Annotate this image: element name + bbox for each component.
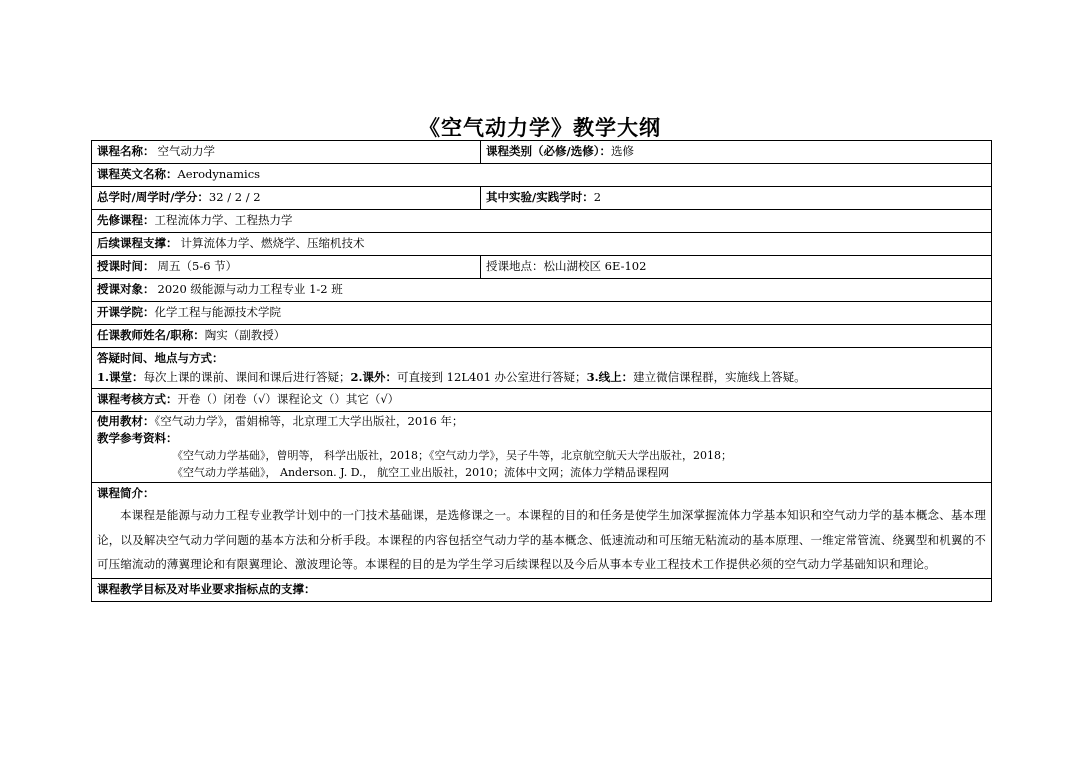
document-title: 《空气动力学》教学大纲 xyxy=(419,115,661,140)
qa-p2-text: 可直接到 12L401 办公室进行答疑； xyxy=(397,370,587,384)
course-name-value: 空气动力学 xyxy=(157,144,215,158)
assessment-cell xyxy=(92,389,992,412)
prereq-label: 先修课程： xyxy=(97,213,155,227)
qa-label: 答疑时间、地点与方式： xyxy=(97,351,224,365)
table-row xyxy=(92,141,992,164)
table-row xyxy=(92,279,992,302)
qa-p1-label: 1.课堂： xyxy=(97,370,144,384)
audience-cell xyxy=(92,279,992,302)
qa-p3-text: 建立微信课程群，实施线上答疑。 xyxy=(633,370,806,384)
hours-label: 总学时/周学时/学分： xyxy=(97,190,209,204)
hours-cell xyxy=(92,187,481,210)
english-name-value: Aerodynamics xyxy=(177,167,261,181)
place-cell xyxy=(481,256,992,279)
prereq-cell xyxy=(92,210,992,233)
college-value: 化学工程与能源技术学院 xyxy=(154,305,281,319)
textbook-value: 《空气动力学》，雷娟棉等，北京理工大学出版社，2016 年； xyxy=(154,414,464,428)
qa-details xyxy=(97,368,986,387)
references-label: 教学参考资料： xyxy=(97,431,178,445)
intro-text: 本课程是能源与动力工程专业教学计划中的一门技术基础课，是选修课之一。本课程的目的和任务是使学生加深掌握流体力学基本知识和空气动力学的基本概念、基本理论，以及解决空气动力学问题的基本方法和分析手段。本课程的内容包括空气动力学的基本概念、低速流动和可压缩无粘流动的基本原理、一维定常管流、绕翼型和机翼的不可压缩流动的薄翼理论和有限翼理论、激波理论等。本课程的目的是为学生学习后续课程以及今后从事本专业工程技术工作提供必须的空气动力学基础知识和理论。 xyxy=(97,508,986,571)
table-row xyxy=(92,389,992,412)
followup-value: 计算流体力学、燃烧学、压缩机技术 xyxy=(180,236,365,250)
hours-value: 32 / 2 / 2 xyxy=(208,190,261,204)
table-row xyxy=(92,348,992,389)
lab-hours-label: 其中实验/实践学时： xyxy=(486,190,594,204)
objectives-cell xyxy=(92,578,992,601)
college-cell xyxy=(92,302,992,325)
reference-line: 《空气动力学基础》， Anderson. J. D.， 航空工业出版社，2010；流体中文网；流体力学精品课程网 xyxy=(172,466,670,479)
english-name-label: 课程英文名称： xyxy=(97,167,178,181)
textbook-label: 使用教材： xyxy=(97,414,155,428)
textbook-cell xyxy=(92,412,992,483)
table-row xyxy=(92,578,992,601)
intro-label: 课程简介： xyxy=(97,486,155,500)
qa-cell xyxy=(92,348,992,389)
teacher-cell xyxy=(92,325,992,348)
time-cell xyxy=(92,256,481,279)
reference-line: 《空气动力学基础》，曾明等， 科学出版社，2018；《空气动力学》，吴子牛等，北京航空航天大学出版社，2018； xyxy=(172,449,732,462)
lab-hours-cell xyxy=(481,187,992,210)
time-label: 授课时间： xyxy=(97,259,155,273)
table-row xyxy=(92,164,992,187)
assessment-value: 开卷（）闭卷（√）课程论文（）其它（√） xyxy=(177,392,400,406)
course-type-label: 课程类别（必修/选修）： xyxy=(486,144,611,158)
intro-cell xyxy=(92,483,992,579)
table-row xyxy=(92,233,992,256)
table-row xyxy=(92,483,992,579)
audience-label: 授课对象： xyxy=(97,282,155,296)
followup-label: 后续课程支撑： xyxy=(97,236,178,250)
course-name-cell xyxy=(92,141,481,164)
prereq-value: 工程流体力学、工程热力学 xyxy=(154,213,293,227)
audience-value: 2020 级能源与动力工程专业 1-2 班 xyxy=(157,282,343,296)
table-row xyxy=(92,412,992,483)
course-type-cell xyxy=(481,141,992,164)
followup-cell xyxy=(92,233,992,256)
place-value: 松山湖校区 6E-102 xyxy=(543,259,647,273)
table-row xyxy=(92,325,992,348)
course-type-value: 选修 xyxy=(610,144,634,158)
table-row xyxy=(92,302,992,325)
table-row xyxy=(92,187,992,210)
lab-hours-value: 2 xyxy=(593,190,602,204)
assessment-label: 课程考核方式： xyxy=(97,392,178,406)
qa-p3-label: 3.线上： xyxy=(586,370,634,384)
qa-p2-label: 2.课外： xyxy=(350,370,398,384)
time-value: 周五（5-6 节） xyxy=(157,259,238,273)
teacher-value: 陶实（副教授） xyxy=(204,328,286,342)
table-row xyxy=(92,256,992,279)
syllabus-table xyxy=(91,140,992,602)
teacher-label: 任课教师姓名/职称： xyxy=(97,328,205,342)
place-label: 授课地点： xyxy=(486,259,544,273)
qa-p1-text: 每次上课的课前、课间和课后进行答疑； xyxy=(143,370,351,384)
course-name-label: 课程名称： xyxy=(97,144,155,158)
college-label: 开课学院： xyxy=(97,305,155,319)
objectives-label: 课程教学目标及对毕业要求指标点的支撑： xyxy=(97,581,316,596)
english-name-cell xyxy=(92,164,992,187)
table-row xyxy=(92,210,992,233)
